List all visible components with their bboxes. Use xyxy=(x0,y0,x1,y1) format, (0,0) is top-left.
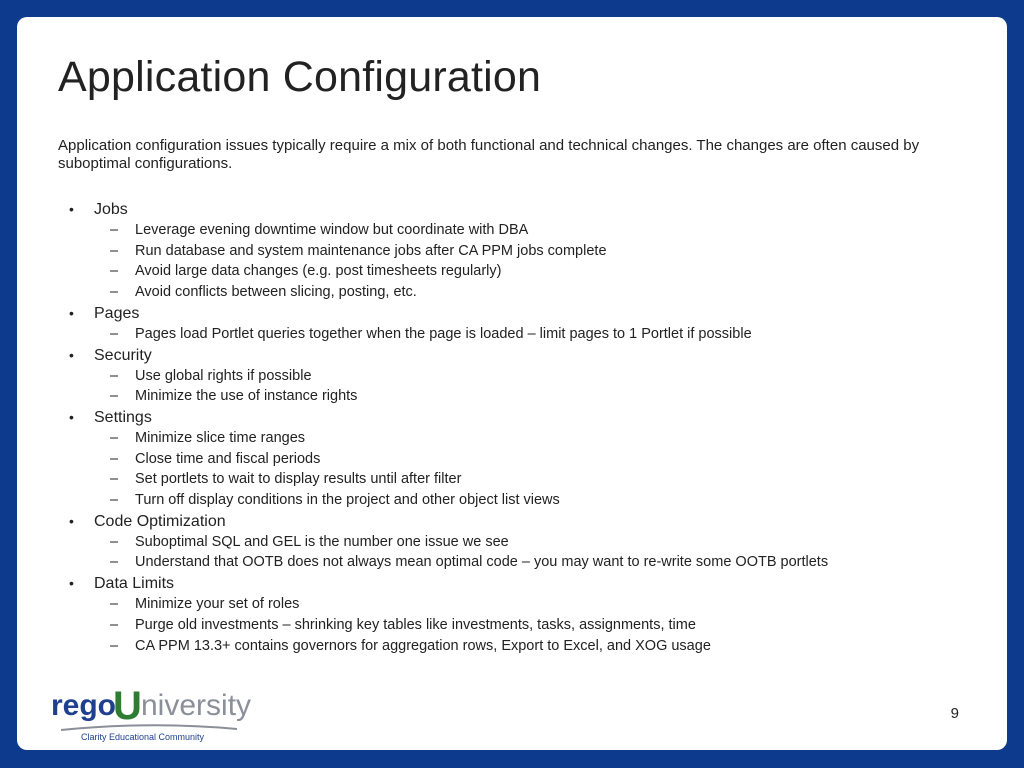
dash-glyph: – xyxy=(110,637,119,654)
slide xyxy=(17,17,1007,750)
sub-bullet xyxy=(58,241,978,262)
sub-bullet-text: Minimize your set of roles xyxy=(135,596,300,613)
dash-glyph: – xyxy=(110,388,119,405)
sub-bullet-text: Close time and fiscal periods xyxy=(135,450,321,467)
bullet-label: Settings xyxy=(94,408,152,426)
bullet-pages xyxy=(58,303,978,345)
dash-glyph: – xyxy=(110,325,119,342)
bullet-label: Pages xyxy=(94,304,140,322)
sub-bullet-text: Avoid large data changes (e.g. post timesheets regularly) xyxy=(135,263,502,280)
sub-bullet xyxy=(58,594,978,615)
sub-bullet xyxy=(58,469,978,490)
bullet-label: Jobs xyxy=(94,201,128,218)
sub-bullet-list xyxy=(94,532,978,573)
sub-bullet-text: Understand that OOTB does not always mean optimal code – you may want to re-write some OOTB portlets xyxy=(135,554,829,571)
sub-bullet-text: Minimize slice time ranges xyxy=(135,429,306,446)
sub-bullet xyxy=(58,615,978,636)
sub-bullet-text: Set portlets to wait to display results until after filter xyxy=(135,471,462,488)
dash-glyph: – xyxy=(110,222,119,238)
sub-bullet xyxy=(58,552,978,573)
bullet-security xyxy=(58,345,978,407)
sub-bullet xyxy=(58,428,978,449)
sub-bullet xyxy=(58,282,978,303)
dash-glyph: – xyxy=(110,596,119,613)
sub-bullet xyxy=(58,324,978,345)
sub-bullet xyxy=(58,261,978,282)
dash-glyph: – xyxy=(110,367,119,384)
sub-bullet xyxy=(58,220,978,241)
bullet-dot: • xyxy=(69,408,74,425)
sub-bullet-text: Pages load Portlet queries together when the page is loaded – limit pages to 1 Portlet if possible xyxy=(135,325,752,342)
bullet-label: Security xyxy=(94,346,152,364)
dash-glyph: – xyxy=(110,492,119,509)
bullet-outline xyxy=(58,199,978,656)
sub-bullet-text: Minimize the use of instance rights xyxy=(135,388,358,405)
sub-bullet xyxy=(58,636,978,657)
dash-glyph: – xyxy=(110,471,119,488)
dash-glyph: – xyxy=(110,284,119,301)
intro-paragraph: Application configuration issues typically require a mix of both functional and technical changes. The changes are often caused by suboptimal configurations. xyxy=(58,137,920,172)
sub-bullet xyxy=(58,490,978,511)
bullet-dot: • xyxy=(69,512,74,529)
dash-glyph: – xyxy=(110,242,119,259)
logo-tagline: Clarity Educational Community xyxy=(81,732,205,742)
logo-initial: U xyxy=(113,684,142,728)
dash-glyph: – xyxy=(110,429,119,446)
dash-glyph: – xyxy=(110,533,119,550)
bullet-dot: • xyxy=(69,201,74,217)
bullet-code-optimization xyxy=(58,511,978,573)
rego-university-logo xyxy=(51,681,251,743)
dash-glyph: – xyxy=(110,554,119,571)
bullet-data-limits xyxy=(58,573,978,656)
sub-bullet-text: Leverage evening downtime window but coordinate with DBA xyxy=(135,222,529,238)
logo-suffix: niversity xyxy=(141,689,251,722)
sub-bullet xyxy=(58,449,978,470)
sub-bullet-text: Turn off display conditions in the project and other object list views xyxy=(135,492,560,509)
sub-bullet-list xyxy=(94,428,978,511)
sub-bullet-list xyxy=(94,324,978,345)
bullet-label: Code Optimization xyxy=(94,512,226,530)
sub-bullet-text: Use global rights if possible xyxy=(135,367,312,384)
bullet-label: Data Limits xyxy=(94,575,175,593)
sub-bullet xyxy=(58,366,978,387)
page-number: 9 xyxy=(950,705,959,722)
bullet-dot: • xyxy=(69,304,74,321)
sub-bullet-text: CA PPM 13.3+ contains governors for aggregation rows, Export to Excel, and XOG usage xyxy=(135,637,711,654)
sub-bullet-text: Suboptimal SQL and GEL is the number one issue we see xyxy=(135,533,509,550)
bullet-dot: • xyxy=(69,575,74,592)
sub-bullet xyxy=(58,386,978,407)
sub-bullet-list xyxy=(94,220,978,303)
dash-glyph: – xyxy=(110,263,119,280)
bullet-jobs xyxy=(58,199,978,303)
dash-glyph: – xyxy=(110,450,119,467)
sub-bullet xyxy=(58,532,978,553)
sub-bullet-list xyxy=(94,366,978,407)
sub-bullet-list xyxy=(94,594,978,656)
dash-glyph: – xyxy=(110,616,119,633)
sub-bullet-text: Purge old investments – shrinking key tables like investments, tasks, assignments, time xyxy=(135,616,696,633)
logo-prefix: rego xyxy=(51,689,117,722)
sub-bullet-text: Run database and system maintenance jobs after CA PPM jobs complete xyxy=(135,242,607,259)
slide-title: Application Configuration xyxy=(58,53,542,101)
sub-bullet-text: Avoid conflicts between slicing, posting, etc. xyxy=(135,284,417,301)
logo-swoosh xyxy=(61,725,237,730)
bullet-dot: • xyxy=(69,346,74,363)
bullet-settings xyxy=(58,407,978,511)
